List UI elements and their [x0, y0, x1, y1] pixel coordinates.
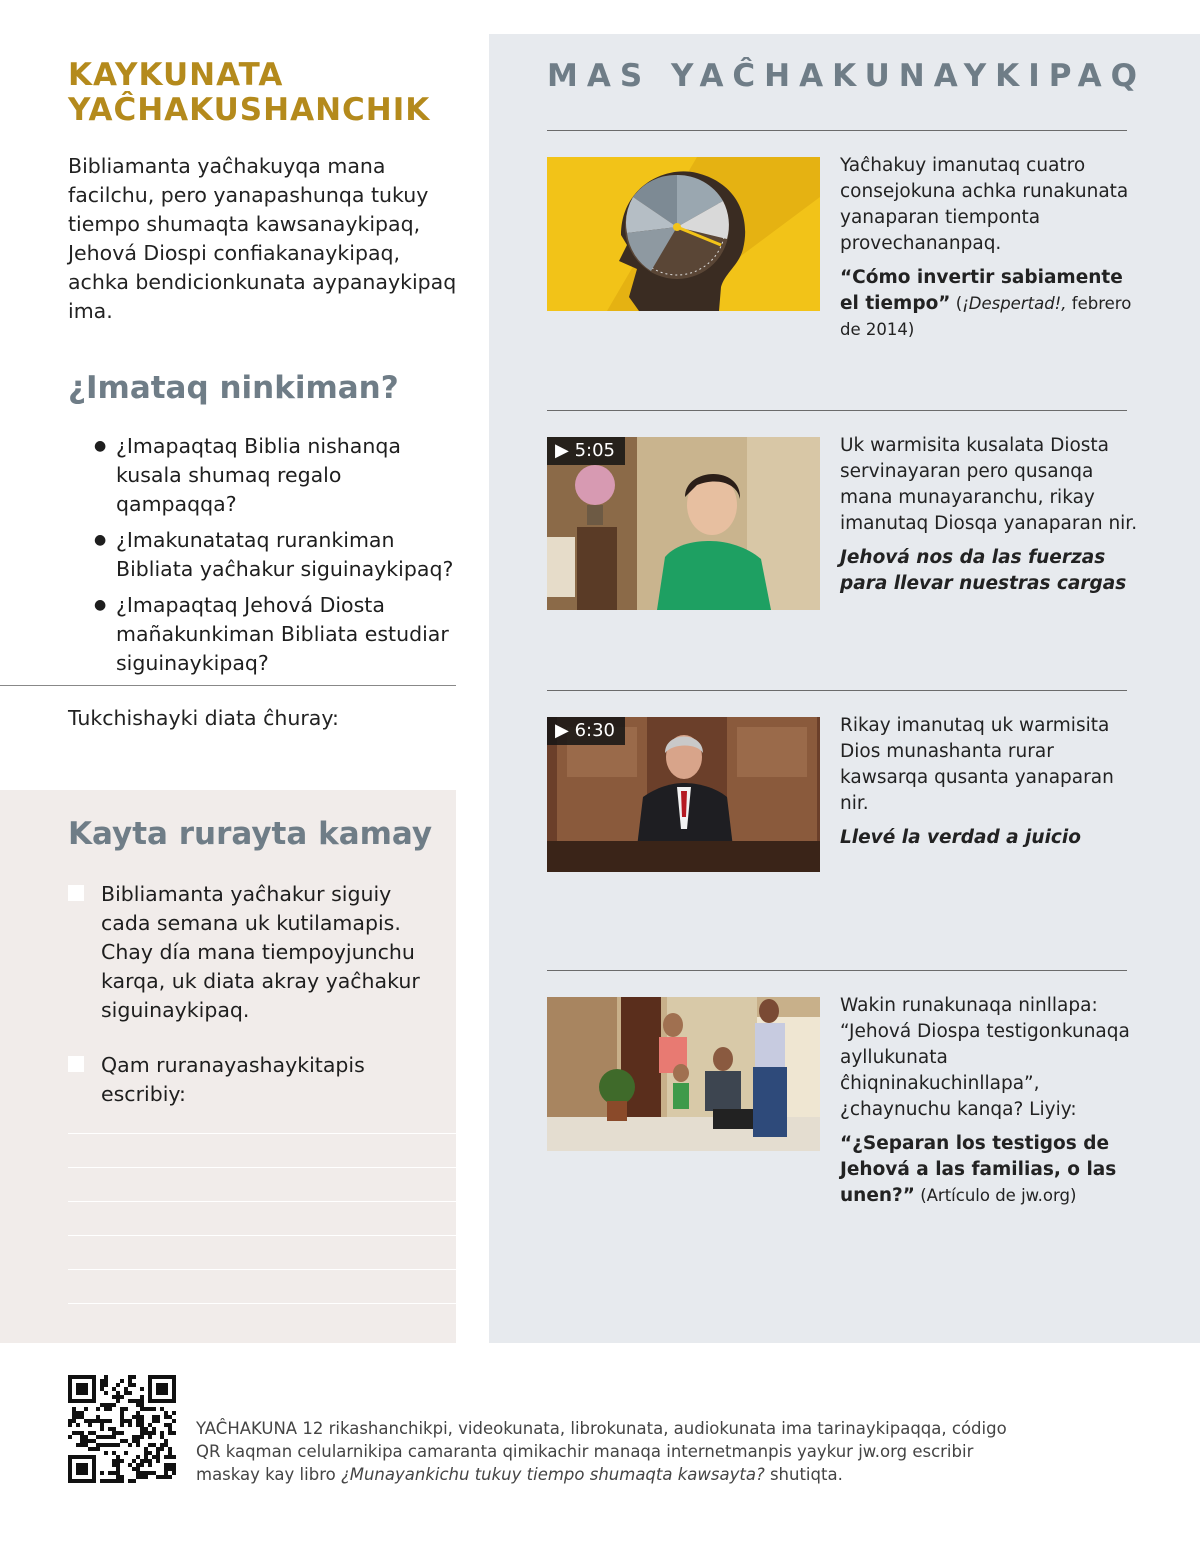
action-item-text: Qam ruranayashaykitapis escribiy: — [101, 1053, 365, 1106]
item-4-ref-source: (Artículo de jw.org) — [914, 1186, 1077, 1205]
time-head-illustration[interactable] — [547, 157, 820, 311]
item-2-description: Uk warmisita kusalata Diosta servinayaran pero qusanqa mana munayaranchu, rikay imanutaq Diosqa yanaparan nir. — [840, 435, 1138, 534]
item-3-reference[interactable] — [840, 825, 1140, 851]
questions-heading: ¿Imataq ninkiman? — [68, 370, 399, 406]
left-column — [68, 58, 458, 685]
item-2-ref-title: Jehová nos da las fuerzas para llevar nuestras cargas — [840, 547, 1127, 594]
action-item-text: Bibliamanta yaĉhakur siguiy cada semana uk kutilamapis. Chay día mana tiempoyjunchu karqa, uk diata akray yaĉhakur siguinaykipaq. — [101, 882, 420, 1022]
item-1-ref-magazine: ¡Despertad!, — [962, 294, 1067, 313]
item-1-text — [840, 153, 1140, 343]
item-3-description: Rikay imanutaq uk warmisita Dios munashanta rurar kawsarqa qusanta yanaparan nir. — [840, 715, 1114, 814]
divider — [547, 970, 1127, 971]
item-2-text — [840, 433, 1140, 597]
page-title — [68, 58, 458, 128]
qr-code[interactable] — [68, 1375, 176, 1483]
action-item[interactable] — [68, 880, 428, 1025]
divider — [547, 690, 1127, 691]
action-item[interactable] — [68, 1051, 428, 1109]
video-thumbnail-woman[interactable] — [547, 437, 820, 610]
date-write-label: Tukchishayki diata ĉhuray: — [68, 706, 339, 730]
item-4-reference[interactable] — [840, 1131, 1140, 1209]
writing-lines[interactable] — [68, 1133, 456, 1337]
checkbox[interactable] — [68, 885, 84, 901]
item-3-text — [840, 713, 1140, 851]
family-photo[interactable] — [547, 997, 820, 1151]
item-3-ref-title: Llevé la verdad a juicio — [840, 827, 1081, 848]
item-1-ref-open: ( — [950, 294, 963, 313]
question-item: ● ¿Imakunatataq rurankiman Bibliata yaĉhakur siguinaykipaq? — [94, 526, 458, 584]
item-4-text — [840, 993, 1140, 1209]
video-duration-badge: ▶ 6:30 — [547, 717, 625, 745]
item-1-reference[interactable] — [840, 265, 1140, 343]
item-2-reference[interactable] — [840, 545, 1140, 597]
footer-book-title: ¿Munayankichu tukuy tiempo shumaqta kawsayta? — [340, 1465, 765, 1484]
questions-list — [68, 432, 458, 678]
video-duration-badge: ▶ 5:05 — [547, 437, 625, 465]
page-title-line2: YAĈHAKUSHANCHIK — [68, 92, 431, 128]
divider — [547, 410, 1127, 411]
action-heading: Kayta rurayta kamay — [68, 816, 433, 852]
item-1-ref-title: “Cómo invertir sabiamente el tiempo” — [840, 267, 1123, 314]
footer-text-start: YAĈHAKUNA 12 rikashanchikpi, videokunata, librokunata, audiokunata ima tarinaykipaqqa, código QR kaqman celularnikipa camaranta qimikachir manaqa internetmanpis yaykur jw.org escribir maskay kay libro — [196, 1419, 1007, 1484]
item-1-description: Yaĉhakuy imanutaq cuatro consejokuna achka runakunata yanaparan tiemponta provechananpaq. — [840, 155, 1129, 254]
divider — [0, 685, 456, 686]
summary-paragraph: Bibliamanta yaĉhakuyqa mana facilchu, pero yanapashunqa tukuy tiempo shumaqta kawsanaykipaq, Jehová Diospi confiakanaykipaq, achka bendicionkunata aypanaykipaq ima. — [68, 154, 457, 323]
footer-text-end: shutiqta. — [764, 1465, 843, 1484]
item-4-ref-title: “¿Separan los testigos de Jehová a las familias, o las unen?” — [840, 1133, 1117, 1206]
item-1-ref-date: febrero de 2014) — [840, 294, 1132, 339]
page-title-line1: KAYKUNATA — [68, 57, 284, 93]
checkbox[interactable] — [68, 1056, 84, 1072]
footer-text — [196, 1417, 1016, 1486]
video-thumbnail-man[interactable] — [547, 717, 820, 890]
divider — [547, 130, 1127, 131]
item-4-description: Wakin runakunaqa ninllapa: “Jehová Diospa testigonkunaqa ayllukunata ĉhiqninakuchinllapa”, ¿chaynuchu kanqa? Liyiy: — [840, 995, 1130, 1120]
more-learning-heading: MAS YAĈHAKUNAYKIPAQ — [547, 58, 1146, 94]
question-item: ● ¿Imapaqtaq Jehová Diosta mañakunkiman Bibliata estudiar siguinaykipaq? — [94, 591, 458, 678]
question-item: ● ¿Imapaqtaq Biblia nishanqa kusala shumaq regalo qampaqqa? — [94, 432, 458, 519]
